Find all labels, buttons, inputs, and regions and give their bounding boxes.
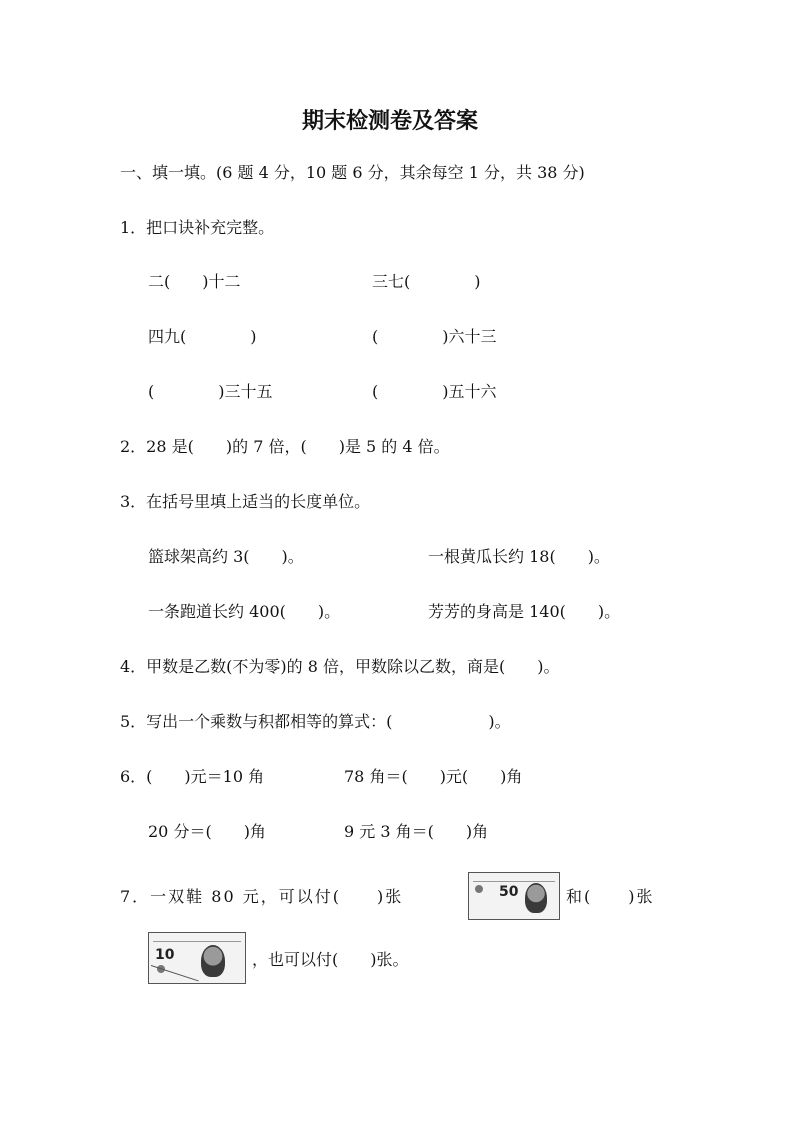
fifty-yuan-note-image xyxy=(468,872,560,920)
portrait-icon xyxy=(525,883,547,913)
question-6c: 20 分＝( )角 xyxy=(148,822,266,841)
section-heading: 一、填一填。(6 题 4 分，10 题 6 分，其余每空 1 分，共 38 分) xyxy=(120,163,585,182)
q1-blank-3: 四九( ) xyxy=(148,327,257,346)
question-7-part3: ，也可以付( )张。 xyxy=(252,950,409,969)
q1-blank-2: 三七( ) xyxy=(372,272,481,291)
question-4: 4．甲数是乙数(不为零)的 8 倍，甲数除以乙数，商是( )。 xyxy=(120,657,560,676)
q1-blank-1: 二( )十二 xyxy=(148,272,241,291)
q1-blank-4: ( )六十三 xyxy=(372,327,497,346)
note-header-band xyxy=(473,875,555,882)
question-7-part1: 7．一双鞋 80 元，可以付( )张 xyxy=(120,887,404,906)
q3-item-c: 一条跑道长约 400( )。 xyxy=(148,602,341,621)
question-2: 2．28 是( )的 7 倍，( )是 5 的 4 倍。 xyxy=(120,437,450,456)
ten-yuan-note-image xyxy=(148,932,246,984)
question-3: 3．在括号里填上适当的长度单位。 xyxy=(120,492,371,511)
question-6d: 9 元 3 角＝( )角 xyxy=(344,822,489,841)
q3-item-b: 一根黄瓜长约 18( )。 xyxy=(428,547,610,566)
question-6a: 6．( )元＝10 角 xyxy=(120,767,265,786)
note-diagonal-line xyxy=(151,965,199,981)
question-5: 5．写出一个乘数与积都相等的算式：( )。 xyxy=(120,712,511,731)
note-header-band xyxy=(153,935,241,942)
q3-item-d: 芳芳的身高是 140( )。 xyxy=(428,602,621,621)
question-6b: 78 角＝( )元( )角 xyxy=(344,767,523,786)
note-value-10: 10 xyxy=(155,947,175,963)
q1-blank-6: ( )五十六 xyxy=(372,382,497,401)
question-7-part2: 和( )张 xyxy=(566,887,655,906)
question-1: 1．把口诀补充完整。 xyxy=(120,218,275,237)
portrait-icon xyxy=(201,945,225,977)
page-title: 期末检测卷及答案 xyxy=(302,109,479,134)
national-emblem-icon xyxy=(475,885,483,893)
note-value-50: 50 xyxy=(499,884,519,900)
q3-item-a: 篮球架高约 3( )。 xyxy=(148,547,304,566)
q1-blank-5: ( )三十五 xyxy=(148,382,273,401)
